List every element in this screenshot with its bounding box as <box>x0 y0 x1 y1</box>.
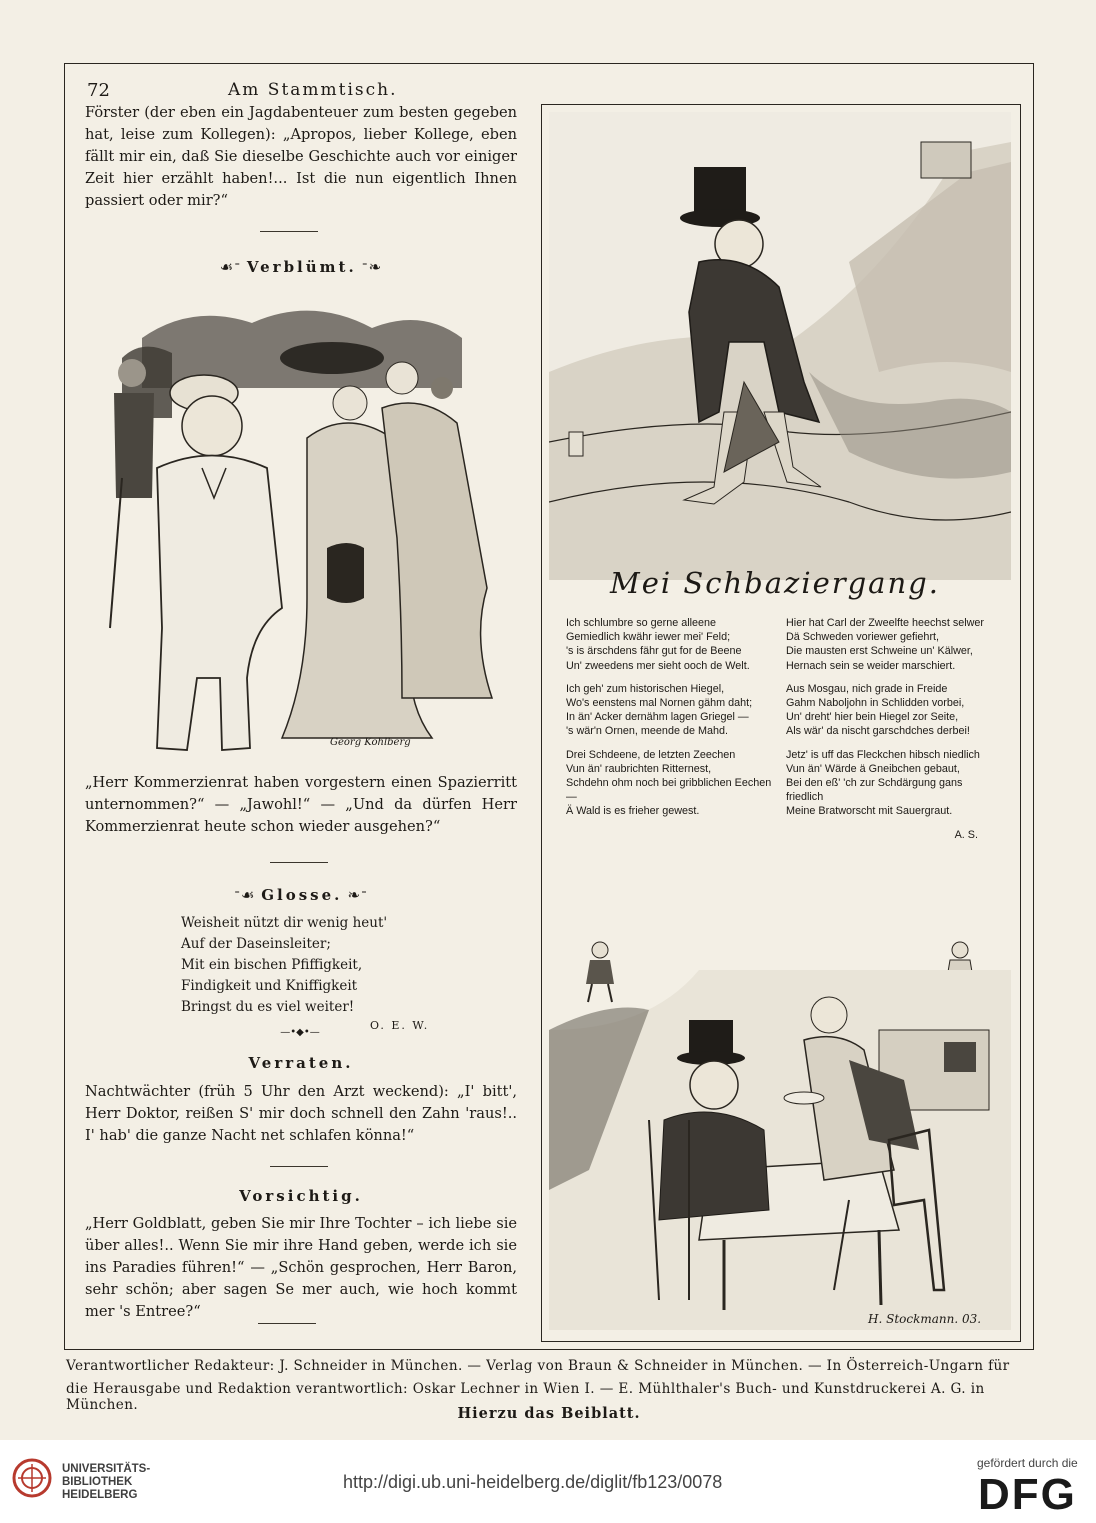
poem-line: Ich schlumbre so gerne alleene <box>566 617 717 629</box>
poem-line: Die mausten erst Schweine un' Kälwer, <box>786 645 973 658</box>
glosse-heading <box>85 885 517 904</box>
poem-column-right <box>786 616 992 842</box>
poem-line: Hernach sein se weider marschiert. <box>786 659 956 672</box>
poem-column-left <box>566 616 772 828</box>
glosse-line: Auf der Daseinsleiter; <box>181 936 331 952</box>
separator-rule <box>260 231 318 232</box>
separator-rule <box>270 862 328 863</box>
poem-line: Drei Schdeene, de letzten Zeechen <box>566 748 736 761</box>
poem-line: Meine Bratworscht mit Sauergraut. <box>786 805 953 818</box>
illustration-strolling-couple <box>102 298 502 760</box>
poem-line: Bei den eß' 'ch zur Schdärgung gans friedlich <box>786 777 963 804</box>
verraten-text: Nachtwächter (früh 5 Uhr den Arzt weckend): „I' bitt', Herr Doktor, reißen S' mir doch schnell den Zahn 'raus!.. I' hab' die ganze Nacht net schlafen könna!“ <box>85 1083 517 1144</box>
permalink-url[interactable]: http://digi.ub.uni-heidelberg.de/diglit/fb123/0078 <box>343 1472 723 1492</box>
glosse-line: Findigkeit und Kniffigkeit <box>181 978 358 994</box>
poem-line: Gemiedlich kwähr iewer mei' Feld; <box>566 631 731 644</box>
library-logo-text[interactable] <box>62 1463 150 1502</box>
flourish-ornament-right: ᐨ❧ <box>361 258 383 276</box>
verraten-title: Verraten. <box>248 1054 354 1072</box>
glosse-title: Glosse. <box>261 886 343 904</box>
verbluemt-heading <box>85 257 517 276</box>
artist-signature-stockmann: H. Stockmann. 03. <box>868 1312 982 1326</box>
verbluemt-title: Verblümt. <box>246 258 357 276</box>
flourish-ornament-left: ᐨ☙ <box>234 886 262 904</box>
anecdote-foerster: Förster (der eben ein Jagdabenteuer zum besten gegeben hat, leise zum Kollegen): „Apropos, lieber Kollege, eben fällt mir ein, daß Sie dieselbe Geschichte auch vor einiger Zeit hier erzählt haben!... Ist die nun eigentlich Ihnen passiert oder mir?“ <box>85 104 517 209</box>
imprint-line-2: die Herausgabe und Redaktion verantwortlich: Oskar Lechner in Wien I. — E. Mühlthaler's Buch- und Kunstdruckerei A. G. in München. <box>66 1381 985 1413</box>
flourish-ornament-left: ☙ᐨ <box>219 258 247 276</box>
poem-author: A. S. <box>954 828 978 841</box>
poem-stanza <box>786 616 992 673</box>
glosse-line: Mit ein bischen Pfiffigkeit, <box>181 957 363 973</box>
poem-line: Wo's eenstens mal Nornen gähm daht; <box>566 697 753 710</box>
separator-rule <box>258 1323 316 1324</box>
poem-stanza <box>566 616 772 673</box>
poem-line: Vun än' raubrichten Ritternest, <box>566 762 712 775</box>
logo-line: UNIVERSITÄTS- <box>62 1463 151 1475</box>
verbluemt-text: „Herr Kommerzienrat haben vorgestern einen Spazierritt unternommen?“ — „Jawohl!“ — „Und da dürfen Herr Kommerzienrat heute schon wieder ausgehen?“ <box>85 774 517 835</box>
university-seal-icon <box>12 1458 52 1498</box>
vorsichtig-text: „Herr Goldblatt, geben Sie mir Ihre Tochter – ich liebe sie über alles!.. Wenn Sie mir ihre Hand geben, werde ich sie ins Paradies führen!“ — „Schön gesprochen, Herr Baron, sehr schön; aber sagen Se mer auch, wie hoch kommt mer 's Entree?“ <box>85 1215 517 1320</box>
poem-line: Un' dreht' hier bein Hiegel zor Seite, <box>786 711 959 724</box>
poem-stanza <box>786 682 992 739</box>
poem-line: Ich geh' zum historischen Hiegel, <box>566 682 725 695</box>
artist-signature-kohlberg: Georg Kohlberg <box>330 737 411 748</box>
glosse-line: Bringst du es viel weiter! <box>181 999 355 1015</box>
glosse-poem <box>181 913 421 1018</box>
poem-line: Dä Schweden voriewer gefiehrt, <box>786 631 940 644</box>
poem-stanza <box>786 748 992 819</box>
imprint-supplement-note: Hierzu das Beiblatt. <box>457 1405 641 1422</box>
poem-line: 's wär'n Ornen, meende de Mahd. <box>566 725 728 738</box>
logo-line: BIBLIOTHEK <box>62 1476 133 1488</box>
logo-line: HEIDELBERG <box>62 1489 138 1501</box>
vorsichtig-title: Vorsichtig. <box>239 1187 363 1205</box>
flourish-ornament-right: ❧ᐨ <box>347 886 368 904</box>
poem-line: Hier hat Carl der Zweelfte heechst selwer <box>786 617 985 629</box>
poem-stanza <box>566 682 772 739</box>
glosse-author: O. E. W. <box>370 1019 430 1032</box>
separator-rule <box>270 1166 328 1167</box>
funded-by-label: gefördert durch die <box>977 1456 1078 1470</box>
glosse-line: Weisheit nützt dir wenig heut' <box>181 915 388 931</box>
dot-ornament: —•◆•— <box>280 1027 320 1038</box>
running-header: Am Stammtisch. <box>228 80 398 100</box>
illustration-inn-table <box>549 970 1011 1330</box>
poem-line: Als wär' da nischt garschdches derbei! <box>786 725 970 738</box>
poem-line: Schdehn ohm noch bei gribblichen Eechen — <box>566 777 772 804</box>
poem-line: Un' zweedens mer sieht ooch de Welt. <box>566 659 750 672</box>
poem-line: Ä Wald is es frieher gewest. <box>566 805 700 818</box>
poem-stanza <box>566 748 772 819</box>
poem-line: Vun än' Wärde ä Gneibchen gebaut, <box>786 762 960 775</box>
poem-title: Mei Schbaziergang. <box>610 566 940 600</box>
illustration-walking-man <box>549 112 1011 580</box>
viewer-footer <box>0 1440 1096 1523</box>
dfg-logo[interactable]: DFG <box>978 1470 1077 1519</box>
poem-line: 's is ärschdens fähr gut for de Beene <box>566 645 742 658</box>
poem-line: Aus Mosgau, nich grade in Freide <box>786 682 948 695</box>
poem-line: In än' Acker dernähm lagen Griegel — <box>566 711 749 724</box>
poem-line: Jetz' is uff das Fleckchen hibsch niedlich <box>786 748 980 761</box>
poem-line: Gahm Naboljohn in Schlidden vorbei, <box>786 697 965 710</box>
imprint-line-1: Verantwortlicher Redakteur: J. Schneider in München. — Verlag von Braun & Schneider in München. — In Österreich-Ungarn für <box>66 1358 1010 1374</box>
page-number: 72 <box>87 80 110 101</box>
